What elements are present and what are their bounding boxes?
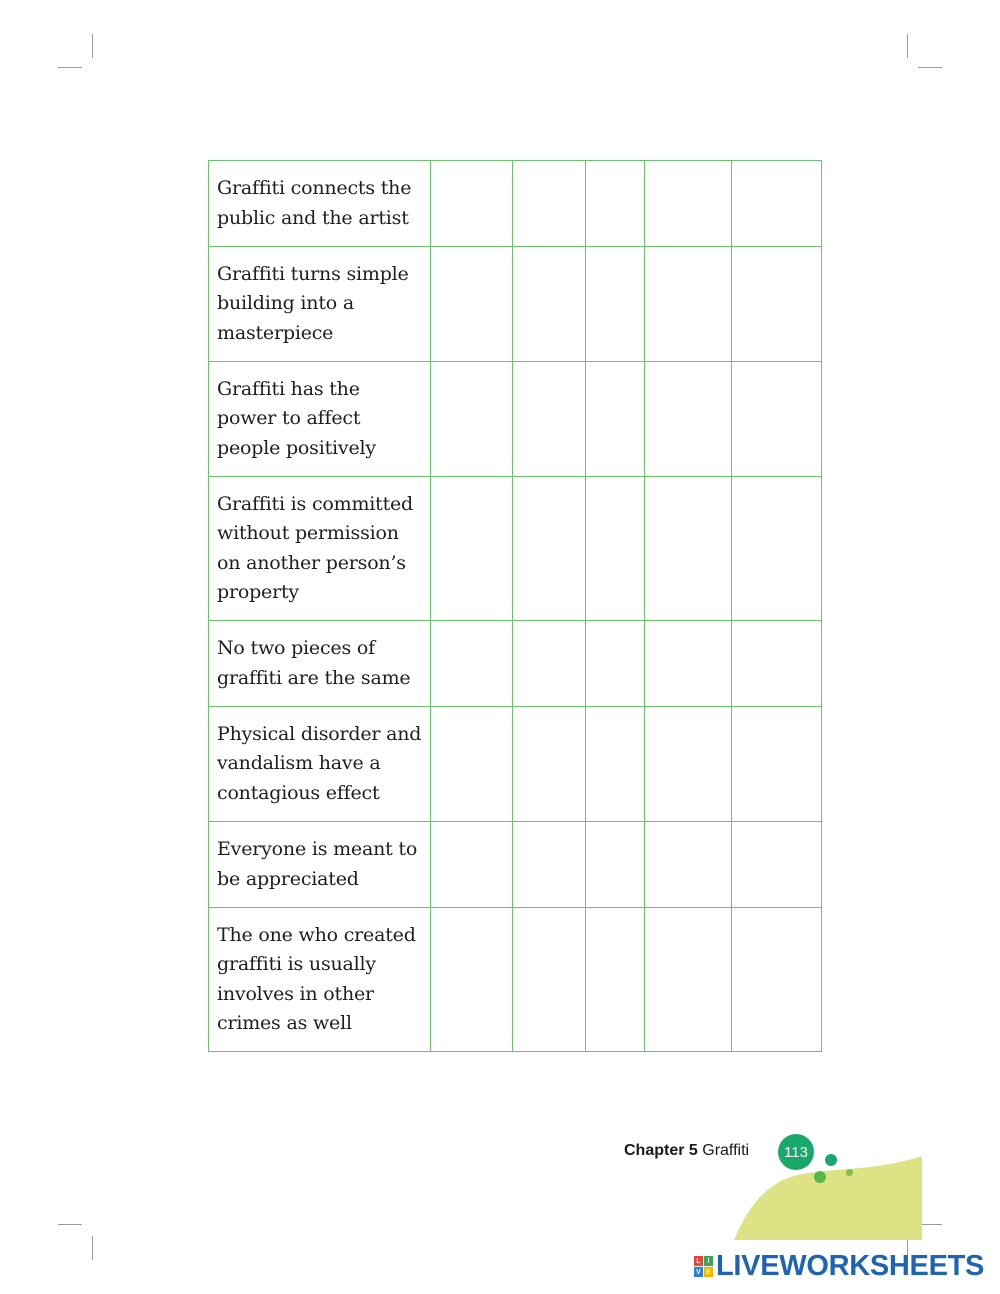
statement-cell: Everyone is meant to be appreciated: [209, 822, 431, 908]
liveworksheets-logo[interactable]: [694, 1252, 984, 1281]
statement-cell: The one who created graffiti is usually involves in other crimes as well: [209, 908, 431, 1052]
chapter-title: Graffiti: [702, 1142, 750, 1159]
answer-cell[interactable]: [513, 908, 586, 1052]
answer-cell[interactable]: [645, 247, 732, 362]
answer-cell[interactable]: [586, 247, 645, 362]
answer-cell[interactable]: [431, 908, 513, 1052]
crop-mark: [58, 1224, 82, 1225]
chapter-footer: [624, 1142, 749, 1160]
brand-name: LIVEWORKSHEETS: [716, 1250, 985, 1282]
answer-cell[interactable]: [586, 161, 645, 247]
answer-cell[interactable]: [513, 362, 586, 477]
answer-cell[interactable]: [732, 621, 822, 707]
answer-cell[interactable]: [431, 477, 513, 621]
answer-cell[interactable]: [645, 161, 732, 247]
answer-cell[interactable]: [431, 362, 513, 477]
answer-cell[interactable]: [513, 477, 586, 621]
answer-cell[interactable]: [732, 161, 822, 247]
answer-cell[interactable]: [645, 362, 732, 477]
answer-cell[interactable]: [732, 822, 822, 908]
page-number: 113: [778, 1134, 814, 1170]
crop-mark: [58, 67, 82, 68]
answer-cell[interactable]: [586, 908, 645, 1052]
logo-badge-letter: I: [704, 1256, 713, 1266]
answer-cell[interactable]: [586, 822, 645, 908]
answer-cell[interactable]: [431, 707, 513, 822]
answer-cell[interactable]: [645, 621, 732, 707]
answer-cell[interactable]: [586, 621, 645, 707]
chapter-label: Chapter 5: [624, 1142, 698, 1159]
table-row: [209, 621, 822, 707]
answer-cell[interactable]: [513, 707, 586, 822]
answer-cell[interactable]: [431, 247, 513, 362]
table-row: [209, 477, 822, 621]
crop-mark: [92, 34, 93, 58]
logo-badge-icon: [694, 1256, 713, 1277]
crop-mark: [907, 34, 908, 58]
table-row: [209, 247, 822, 362]
answer-cell[interactable]: [645, 477, 732, 621]
answer-cell[interactable]: [732, 707, 822, 822]
table-row: [209, 161, 822, 247]
answer-cell[interactable]: [586, 477, 645, 621]
crop-mark: [918, 67, 942, 68]
crop-mark: [92, 1236, 93, 1260]
answer-cell[interactable]: [513, 621, 586, 707]
answer-cell[interactable]: [586, 707, 645, 822]
decorative-dot: [814, 1171, 826, 1183]
decorative-dot: [846, 1169, 853, 1176]
decorative-dot: [825, 1154, 837, 1166]
answer-cell[interactable]: [431, 161, 513, 247]
answer-cell[interactable]: [732, 362, 822, 477]
table-row: [209, 822, 822, 908]
statement-cell: Graffiti connects the public and the artist: [209, 161, 431, 247]
logo-badge-letter: L: [694, 1256, 703, 1266]
answer-cell[interactable]: [513, 161, 586, 247]
table-row: [209, 707, 822, 822]
table-row: [209, 908, 822, 1052]
answer-cell[interactable]: [732, 908, 822, 1052]
logo-badge-letter: V: [694, 1267, 703, 1277]
answer-cell[interactable]: [586, 362, 645, 477]
answer-cell[interactable]: [431, 621, 513, 707]
statement-cell: Graffiti turns simple building into a masterpiece: [209, 247, 431, 362]
statement-cell: No two pieces of graffiti are the same: [209, 621, 431, 707]
answer-cell[interactable]: [513, 822, 586, 908]
answer-cell[interactable]: [645, 908, 732, 1052]
logo-badge-letter: E: [704, 1267, 713, 1277]
statement-cell: Physical disorder and vandalism have a contagious effect: [209, 707, 431, 822]
table-row: [209, 362, 822, 477]
answer-cell[interactable]: [431, 822, 513, 908]
statement-cell: Graffiti is committed without permission on another person’s property: [209, 477, 431, 621]
answer-cell[interactable]: [645, 707, 732, 822]
answer-cell[interactable]: [732, 247, 822, 362]
answer-cell[interactable]: [732, 477, 822, 621]
answer-cell[interactable]: [645, 822, 732, 908]
answer-cell[interactable]: [513, 247, 586, 362]
statement-cell: Graffiti has the power to affect people positively: [209, 362, 431, 477]
statements-table: [208, 160, 822, 1052]
